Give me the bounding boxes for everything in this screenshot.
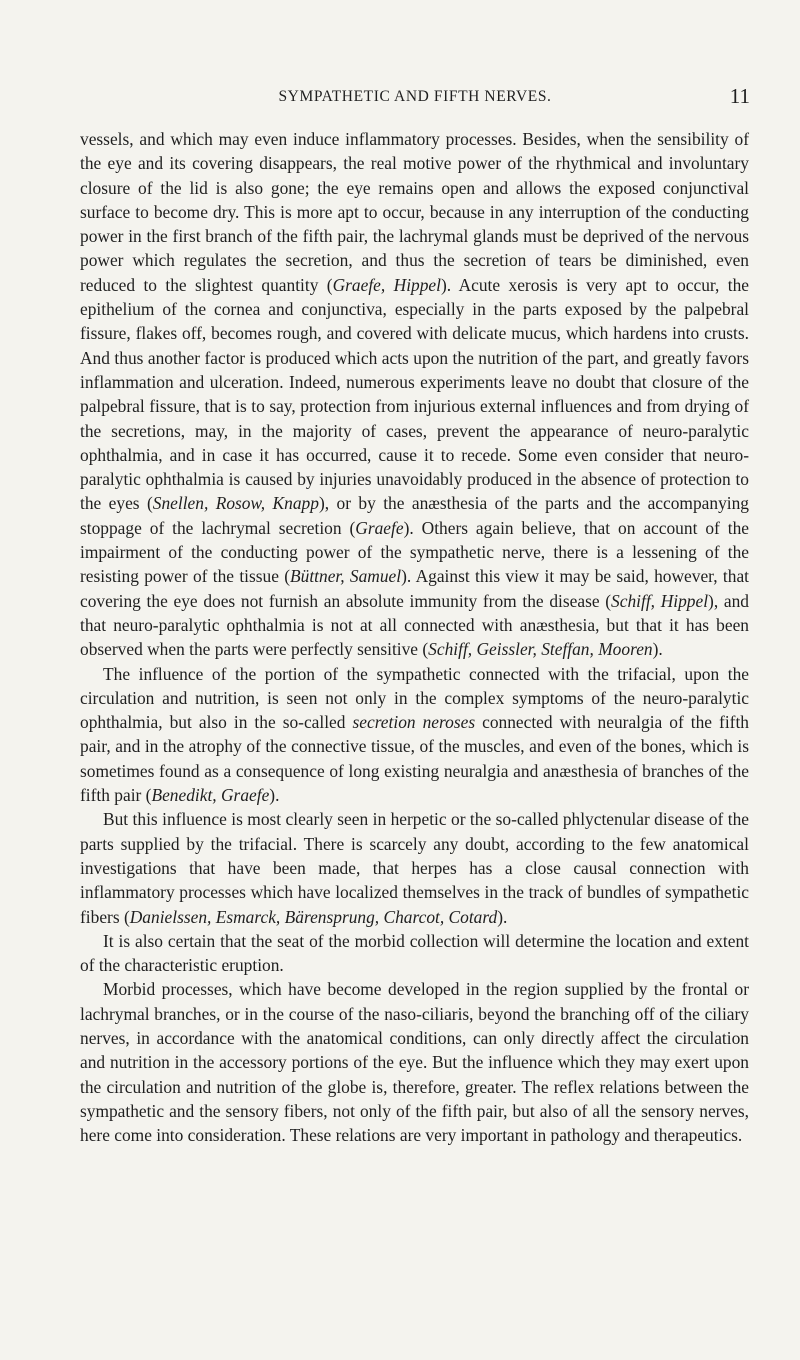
- paragraph-text: ), or by the anæsthesia of the parts and the accompanying stoppage of the lachrymal secretion (: [80, 493, 749, 538]
- paragraph-text: ).: [497, 906, 508, 927]
- citation-text: Schiff, Hippel: [611, 590, 709, 611]
- running-header: [80, 84, 750, 108]
- citation-text: secretion neroses: [352, 712, 476, 733]
- citation-text: Graefe: [355, 517, 404, 538]
- citation-text: Büttner, Samuel: [290, 566, 402, 587]
- paragraph: [80, 127, 749, 662]
- paragraph: [80, 929, 749, 978]
- paragraph: [80, 662, 749, 808]
- page-number: 11: [729, 84, 750, 108]
- paragraph-text: It is also certain that the seat of the morbid collection will determine the location and extent of the characteristic eruption.: [80, 930, 749, 976]
- paragraph-text: ).: [269, 785, 280, 806]
- paragraph-text: vessels, and which may even induce inflammatory processes. Besides, when the sensibility of the eye and its covering disappears, the real motive power of the rhythmical and involuntary closure of the lid is also gone; the eye remains open and allows the exposed conjunctival surface to become dry. This is more apt to occur, because in any interruption of the conducting power in the first branch of the fifth pair, the lachrymal glands must be deprived of the nervous power which regulates the secretion, and thus the secretion of tears be diminished, even reduced to the slightest quantity (: [80, 129, 749, 295]
- paragraph-text: The influence of the portion of the sympathetic connected with the trifacial, upon the circulation and nutrition, is seen not only in the complex symptoms of the neuro-paralytic ophthalmia, but also in the so-called: [80, 663, 749, 733]
- running-title: SYMPATHETIC AND FIFTH NERVES.: [278, 88, 552, 105]
- paragraph-text: Morbid processes, which have become developed in the region supplied by the frontal or lachrymal branches, or in the course of the naso-ciliaris, beyond the branching off of the ciliary nerves, in accordance with the anatomical conditions, can only directly affect the circulation and nutrition in the accessory portions of the eye. But the influence which they may exert upon the circulation and nutrition of the globe is, therefore, greater. The reflex relations between the sympathetic and the sensory fibers, not only of the fifth pair, but also of all the sensory nerves, here come into consideration. These relations are very important in pathology and therapeutics.: [80, 979, 749, 1146]
- body-text: [80, 127, 749, 1147]
- citation-text: Snellen, Rosow, Knapp: [152, 493, 319, 514]
- paragraph: [80, 977, 749, 1147]
- citation-text: Schiff, Geissler, Steffan, Mooren: [428, 639, 653, 660]
- paragraph-text: ). Others again believe, that on account of the impairment of the conducting power of the sympathetic nerve, there is a lessening of the resisting power of the tissue (: [80, 517, 749, 587]
- citation-text: Danielssen, Esmarck, Bärensprung, Charcot, Cotard: [129, 906, 498, 927]
- citation-text: Benedikt, Graefe: [151, 785, 270, 806]
- citation-text: Graefe, Hippel: [332, 274, 441, 295]
- paragraph-text: connected with neuralgia of the fifth pair, and in the atrophy of the connective tissue, of the muscles, and even of the bones, which is sometimes found as a consequence of long existing neuralgia and anæsthesia of branches of the fifth pair (: [80, 712, 749, 806]
- paragraph-text: ), and that neuro-paralytic ophthalmia is not at all connected with anæsthesia, but that it has been observed when the parts were perfectly sensitive (: [80, 590, 749, 660]
- paragraph-text: ).: [652, 639, 663, 660]
- paragraph: [80, 807, 749, 928]
- paragraph-text: ). Acute xerosis is very apt to occur, the epithelium of the cornea and conjunctiva, especially in the parts exposed by the palpebral fissure, flakes off, becomes rough, and covered with delicate mucus, which hardens into crusts. And thus another factor is produced which acts upon the nutrition of the part, and greatly favors inflammation and ulceration. Indeed, numerous experiments leave no doubt that closure of the palpebral fissure, that is to say, protection from injurious external influences and from drying of the secretions, may, in the majority of cases, prevent the appearance of neuro-paralytic ophthalmia, and in case it has occurred, cause it to recede. Some even consider that neuro-paralytic ophthalmia is caused by injuries unavoidably produced in the absence of protection to the eyes (: [80, 274, 749, 514]
- paragraph-text: But this influence is most clearly seen in herpetic or the so-called phlyctenular disease of the parts supplied by the trifacial. There is scarcely any doubt, according to the few anatomical investigations that have been made, that herpes has a close causal connection with inflammatory processes which have localized themselves in the track of bundles of sympathetic fibers (: [80, 809, 749, 927]
- paragraph-text: ). Against this view it may be said, however, that covering the eye does not furnish an absolute immunity from the disease (: [80, 566, 749, 611]
